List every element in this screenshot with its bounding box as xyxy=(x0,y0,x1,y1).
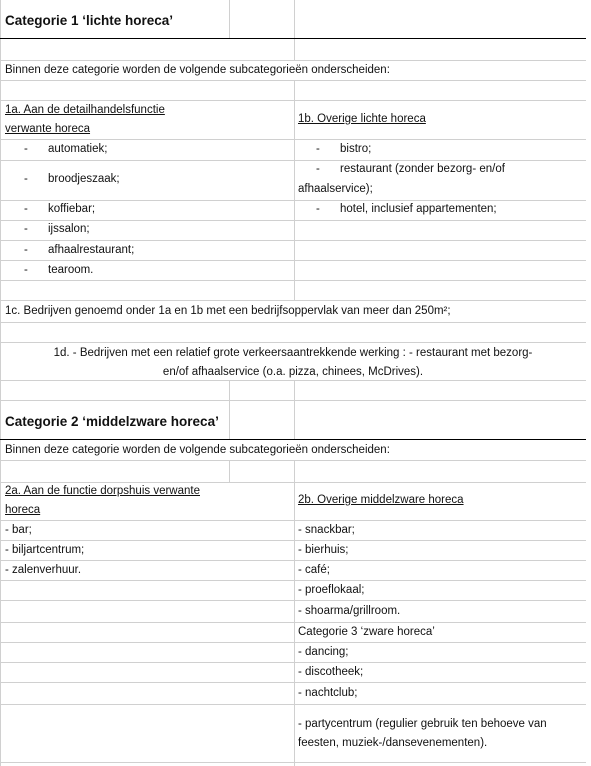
list-item: - dancing; xyxy=(298,646,349,658)
grid-line xyxy=(0,704,586,705)
list-dash: - xyxy=(24,143,28,155)
list-item: - biljartcentrum; xyxy=(5,544,85,556)
list-item: - shoarma/grillroom. xyxy=(298,605,401,617)
grid-line xyxy=(0,460,586,461)
grid-line xyxy=(0,300,586,301)
list-item: - nachtclub; xyxy=(298,687,358,699)
list-dash: - xyxy=(24,173,28,185)
list-item: - café; xyxy=(298,564,330,576)
list-dash: - xyxy=(316,203,320,215)
subcategory-1b-heading: 1b. Overige lichte horeca xyxy=(298,113,426,125)
list-item-cont: afhaalservice); xyxy=(298,183,373,195)
list-item-cont: feesten, muziek-/dansevenementen). xyxy=(298,737,488,749)
list-item: - snackbar; xyxy=(298,524,355,536)
list-item: ijssalon; xyxy=(48,223,90,235)
category-1-title: Categorie 1 ‘lichte horeca’ xyxy=(5,13,174,28)
list-item: - bar; xyxy=(5,524,32,536)
grid-line xyxy=(294,380,295,440)
grid-line xyxy=(294,460,295,766)
grid-line xyxy=(0,80,586,81)
list-item: automatiek; xyxy=(48,143,108,155)
list-dash: - xyxy=(316,143,320,155)
grid-line xyxy=(0,520,586,521)
subcategory-2a-heading: 2a. Aan de functie dorpshuis verwante xyxy=(5,485,200,497)
list-dash: - xyxy=(24,203,28,215)
list-item: - proeflokaal; xyxy=(298,584,365,596)
category-3-title: Categorie 3 ‘zware horeca’ xyxy=(298,626,435,638)
title-underline xyxy=(0,439,586,440)
subcategory-1a-heading-cont: verwante horeca xyxy=(5,123,91,135)
category-2-title: Categorie 2 ‘middelzware horeca’ xyxy=(5,414,219,429)
title-underline xyxy=(0,38,586,39)
grid-line xyxy=(0,400,586,401)
grid-line xyxy=(0,580,586,581)
grid-line xyxy=(229,380,230,440)
subcategory-2b-heading: 2b. Overige middelzware horeca xyxy=(298,494,464,506)
list-dash: - xyxy=(24,264,28,276)
subcategory-2a-heading-cont: horeca xyxy=(5,504,41,516)
list-item: - zalenverhuur. xyxy=(5,564,82,576)
list-dash: - xyxy=(24,223,28,235)
category-1-intro: Binnen deze categorie worden de volgende subcategorieën onderscheiden: xyxy=(5,64,390,76)
grid-line xyxy=(0,662,586,663)
grid-line xyxy=(294,0,295,60)
grid-line xyxy=(0,682,586,683)
list-item: broodjeszaak; xyxy=(48,173,120,185)
list-dash: - xyxy=(24,244,28,256)
list-item: hotel, inclusief appartementen; xyxy=(340,203,497,215)
grid-line xyxy=(0,280,586,281)
grid-line xyxy=(0,342,586,343)
grid-line xyxy=(0,560,586,561)
list-item: tearoom. xyxy=(48,264,94,276)
list-item: bistro; xyxy=(340,143,372,155)
grid-line xyxy=(0,622,586,623)
list-item: - bierhuis; xyxy=(298,544,349,556)
grid-line xyxy=(0,762,586,763)
list-item: - partycentrum (regulier gebruik ten behoeve van xyxy=(298,718,547,730)
list-item: restaurant (zonder bezorg- en/of xyxy=(340,163,505,175)
note-1c: 1c. Bedrijven genoemd onder 1a en 1b met een bedrijfsoppervlak van meer dan 250m²; xyxy=(5,305,451,317)
category-2-intro: Binnen deze categorie worden de volgende subcategorieën onderscheiden: xyxy=(5,444,390,456)
note-1d-line-2: en/of afhaalservice (o.a. pizza, chinees, McDrives). xyxy=(162,366,424,378)
grid-line xyxy=(229,460,230,482)
list-item: - discotheek; xyxy=(298,666,364,678)
list-item: koffiebar; xyxy=(48,203,96,215)
subcategory-1a-heading: 1a. Aan de detailhandelsfunctie xyxy=(5,104,165,116)
grid-line xyxy=(0,642,586,643)
list-item: afhaalrestaurant; xyxy=(48,244,135,256)
grid-line xyxy=(229,0,230,38)
grid-line xyxy=(0,540,586,541)
grid-line xyxy=(0,322,586,323)
grid-line xyxy=(0,600,586,601)
note-1d-line-1: 1d. - Bedrijven met een relatief grote verkeersaantrekkende werking : - restaurant met bezorg- xyxy=(53,347,533,359)
grid-line xyxy=(294,80,295,300)
list-dash: - xyxy=(316,163,320,175)
grid-line xyxy=(0,0,1,766)
